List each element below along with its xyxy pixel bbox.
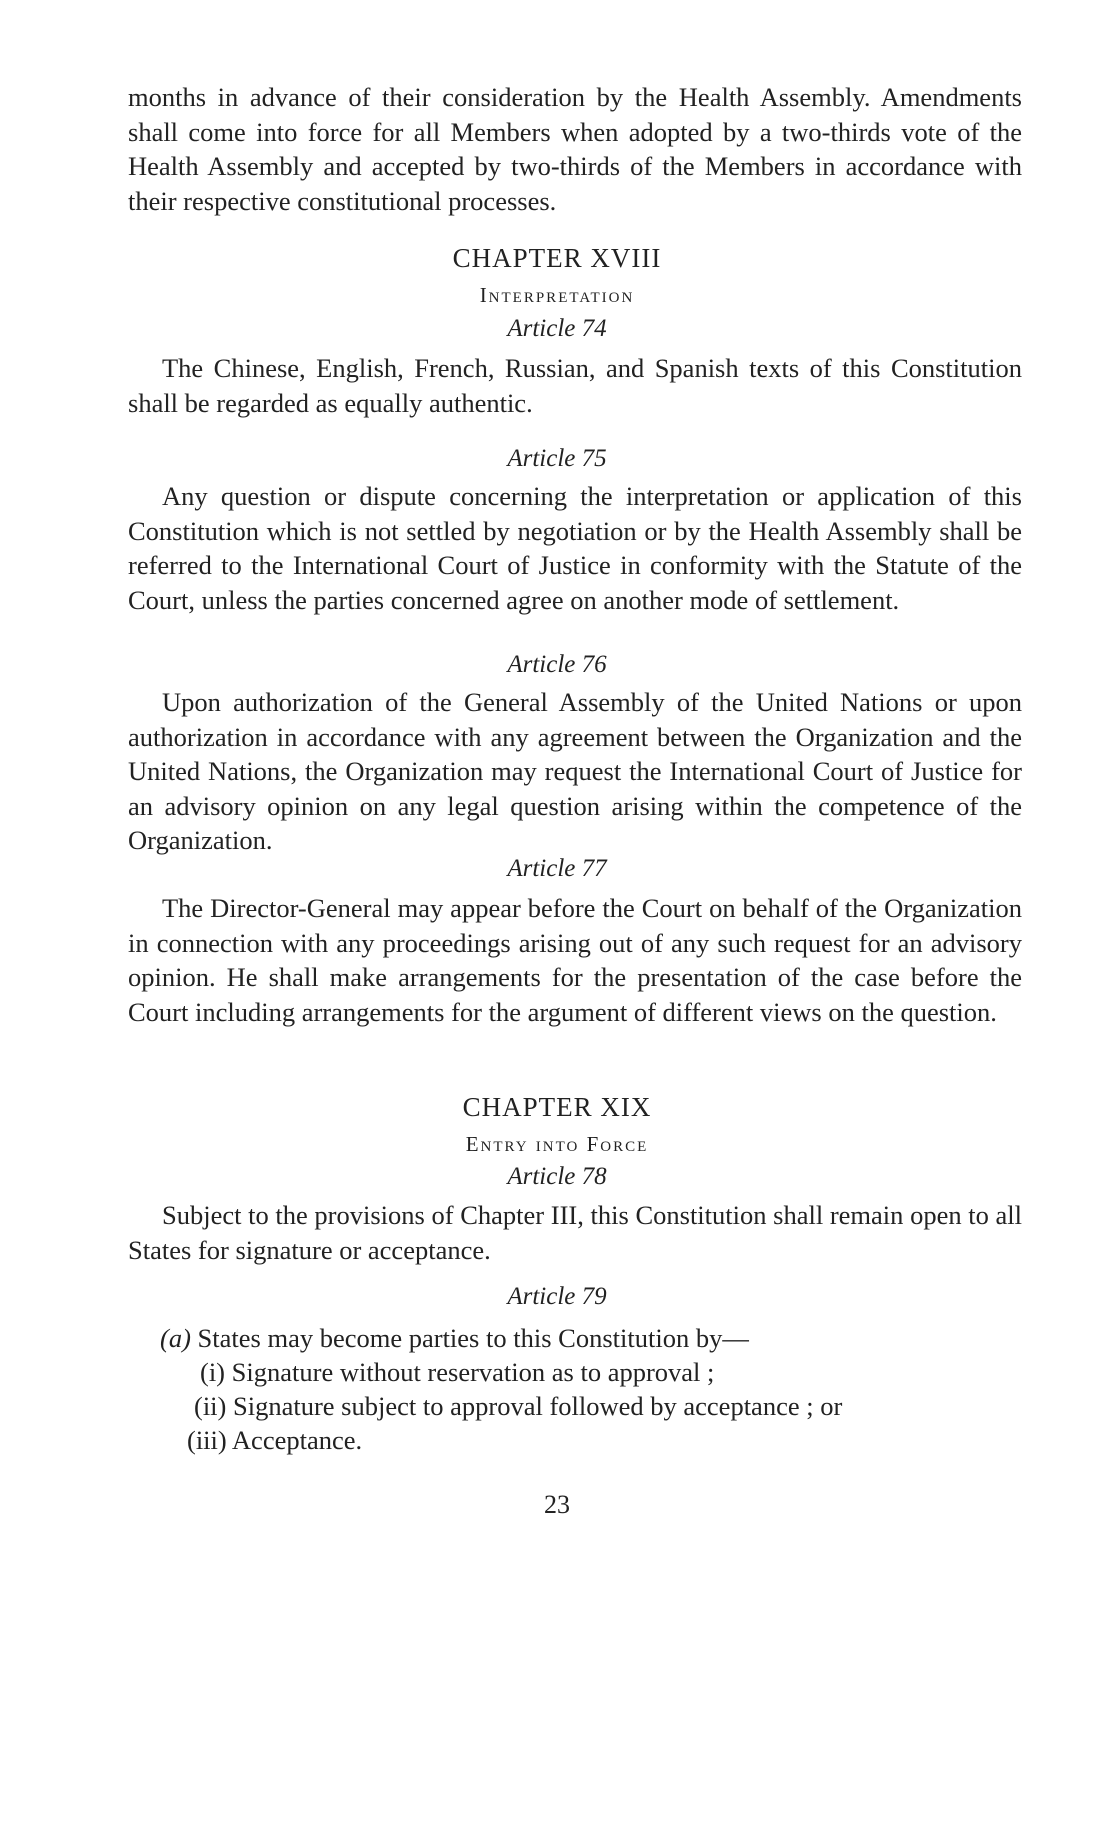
- intro-paragraph: months in advance of their consideration by the Health Assembly. Amendments shall come into force for all Members when adopted by a two-thirds vote of the Health Assembly and accepted by two-thirds of the Members in accordance with their respective constitutional processes.: [128, 82, 1022, 216]
- article-75-label: Article 75: [507, 445, 607, 472]
- article-74-text: The Chinese, English, French, Russian, and Spanish texts of this Constitution shall be regarded as equally authentic.: [128, 353, 1022, 418]
- article-76-text: Upon authorization of the General Assembly of the United Nations or upon authorization in accordance with any agreement between the Organization and the United Nations, the Organization may request the International Court of Justice for an advisory opinion on any legal question arising within the competence of the Organization.: [128, 687, 1022, 855]
- article-79-label: Article 79: [507, 1283, 607, 1310]
- article-74-label: Article 74: [507, 315, 607, 342]
- item-text: Acceptance.: [231, 1425, 363, 1455]
- article-79-item-i: [200, 1355, 714, 1390]
- clause-a-text: States may become parties to this Constitution by—: [197, 1323, 749, 1353]
- article-78-text: Subject to the provisions of Chapter III, this Constitution shall remain open to all States for signature or acceptance.: [128, 1200, 1022, 1265]
- item-text: Signature subject to approval followed by acceptance ; or: [233, 1391, 843, 1421]
- chapter-19-subheading: Entry into Force: [465, 1132, 649, 1156]
- article-79-item-iii: [187, 1423, 362, 1458]
- item-marker: (ii): [194, 1391, 227, 1421]
- item-text: Signature without reservation as to approval ;: [231, 1357, 715, 1387]
- article-77-text: The Director-General may appear before the Court on behalf of the Organization in connection with any proceedings arising out of any such request for an advisory opinion. He shall make arrangements for the presentation of the case before the Court including arrangements for the argument of different views on the question.: [128, 893, 1022, 1027]
- chapter-19-heading: CHAPTER XIX: [462, 1092, 652, 1122]
- article-78-label: Article 78: [507, 1163, 607, 1190]
- article-79-clause-a: [160, 1321, 749, 1356]
- article-79-item-ii: [194, 1389, 842, 1424]
- page-number: 23: [544, 1490, 570, 1519]
- article-77-label: Article 77: [507, 855, 607, 882]
- clause-a-marker: (a): [160, 1323, 191, 1353]
- chapter-18-subheading: Interpretation: [479, 283, 635, 307]
- article-75-text: Any question or dispute concerning the interpretation or application of this Constitution which is not settled by negotiation or by the Health Assembly shall be referred to the International Court of Justice in conformity with the Statute of the Court, unless the parties concerned agree on another mode of settlement.: [128, 481, 1022, 615]
- chapter-18-heading: CHAPTER XVIII: [452, 243, 662, 273]
- article-76-label: Article 76: [507, 651, 607, 678]
- item-marker: (iii): [187, 1425, 227, 1455]
- item-marker: (i): [200, 1357, 226, 1387]
